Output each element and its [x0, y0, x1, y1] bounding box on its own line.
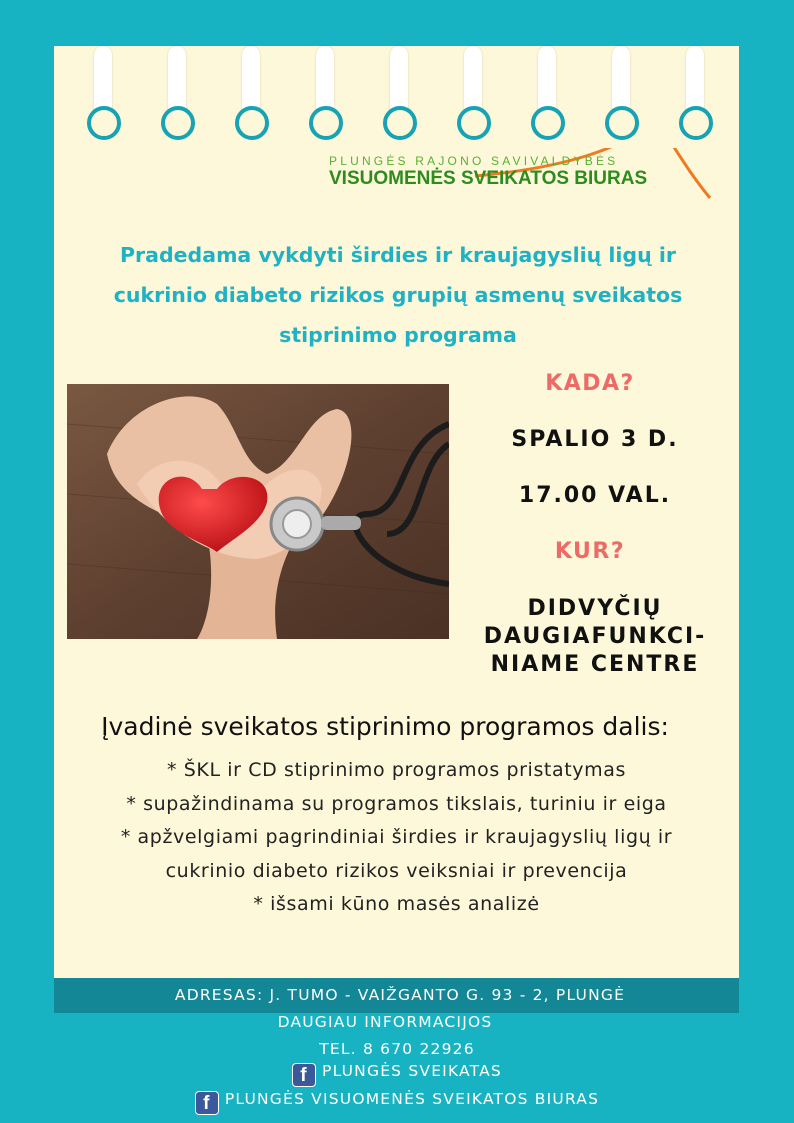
- headline-line: cukrinio diabeto rizikos grupių asmenų sveikatos: [113, 283, 683, 307]
- list-item: * supažindinama su programos tikslais, turiniu ir eiga: [126, 792, 667, 815]
- spiral-ring: [601, 46, 641, 142]
- logo-bureau-text: VISUOMENĖS SVEIKATOS BIURAS: [329, 168, 648, 189]
- event-time: 17.00 VAL.: [518, 483, 672, 508]
- list-item: * išsami kūno masės analizė: [253, 893, 540, 915]
- spiral-ring: [305, 46, 345, 142]
- event-place-line: DIDVYČIŲ: [527, 596, 663, 621]
- event-date: SPALIO 3 D.: [511, 427, 679, 452]
- event-place-line: DAUGIAFUNKCI-: [483, 624, 707, 649]
- facebook-page-name: PLUNGĖS VISUOMENĖS SVEIKATOS BIURAS: [224, 1090, 600, 1108]
- organization-logo: [325, 148, 720, 208]
- logo-municipality-text: PLUNGĖS RAJONO SAVIVALDYBĖS: [329, 154, 619, 168]
- facebook-icon: f: [195, 1091, 219, 1115]
- list-item: cukrinio diabeto rizikos veiksniai ir prevencija: [165, 859, 628, 882]
- facebook-link-biuras[interactable]: [0, 1090, 794, 1115]
- more-info-text: DAUGIAU INFORMACIJOS: [277, 1013, 493, 1031]
- headline-line: stiprinimo programa: [279, 323, 517, 347]
- where-label: KUR?: [554, 539, 626, 564]
- spiral-ring: [527, 46, 567, 142]
- event-place: [460, 595, 730, 679]
- spiral-ring: [379, 46, 419, 142]
- spiral-ring: [675, 46, 715, 142]
- heart-hands-stethoscope-photo: [67, 384, 449, 639]
- list-item: * ŠKL ir CD stiprinimo programos pristatymas: [167, 759, 626, 781]
- facebook-icon: f: [292, 1063, 316, 1087]
- phone-text: TEL. 8 670 22926: [319, 1040, 475, 1058]
- event-place-line: NIAME CENTRE: [490, 652, 700, 677]
- headline-line: Pradedama vykdyti širdies ir kraujagyslių ligų ir: [120, 243, 676, 267]
- spiral-ring: [157, 46, 197, 142]
- when-label: KADA?: [545, 371, 635, 396]
- program-list: [54, 754, 739, 922]
- list-item: * apžvelgiami pagrindiniai širdies ir kraujagyslių ligų ir: [120, 826, 673, 848]
- facebook-page-name: PLUNGĖS SVEIKATAS: [322, 1062, 502, 1080]
- spiral-ring: [453, 46, 493, 142]
- spiral-ring: [231, 46, 271, 142]
- facebook-link-sveikatas[interactable]: [0, 1062, 794, 1087]
- headline: [100, 235, 696, 355]
- address-text: ADRESAS: J. TUMO - VAIŽGANTO G. 93 - 2, PLUNGĖ: [174, 986, 626, 1004]
- spiral-ring: [83, 46, 123, 142]
- program-title: Įvadinė sveikatos stiprinimo programos dalis:: [101, 712, 669, 741]
